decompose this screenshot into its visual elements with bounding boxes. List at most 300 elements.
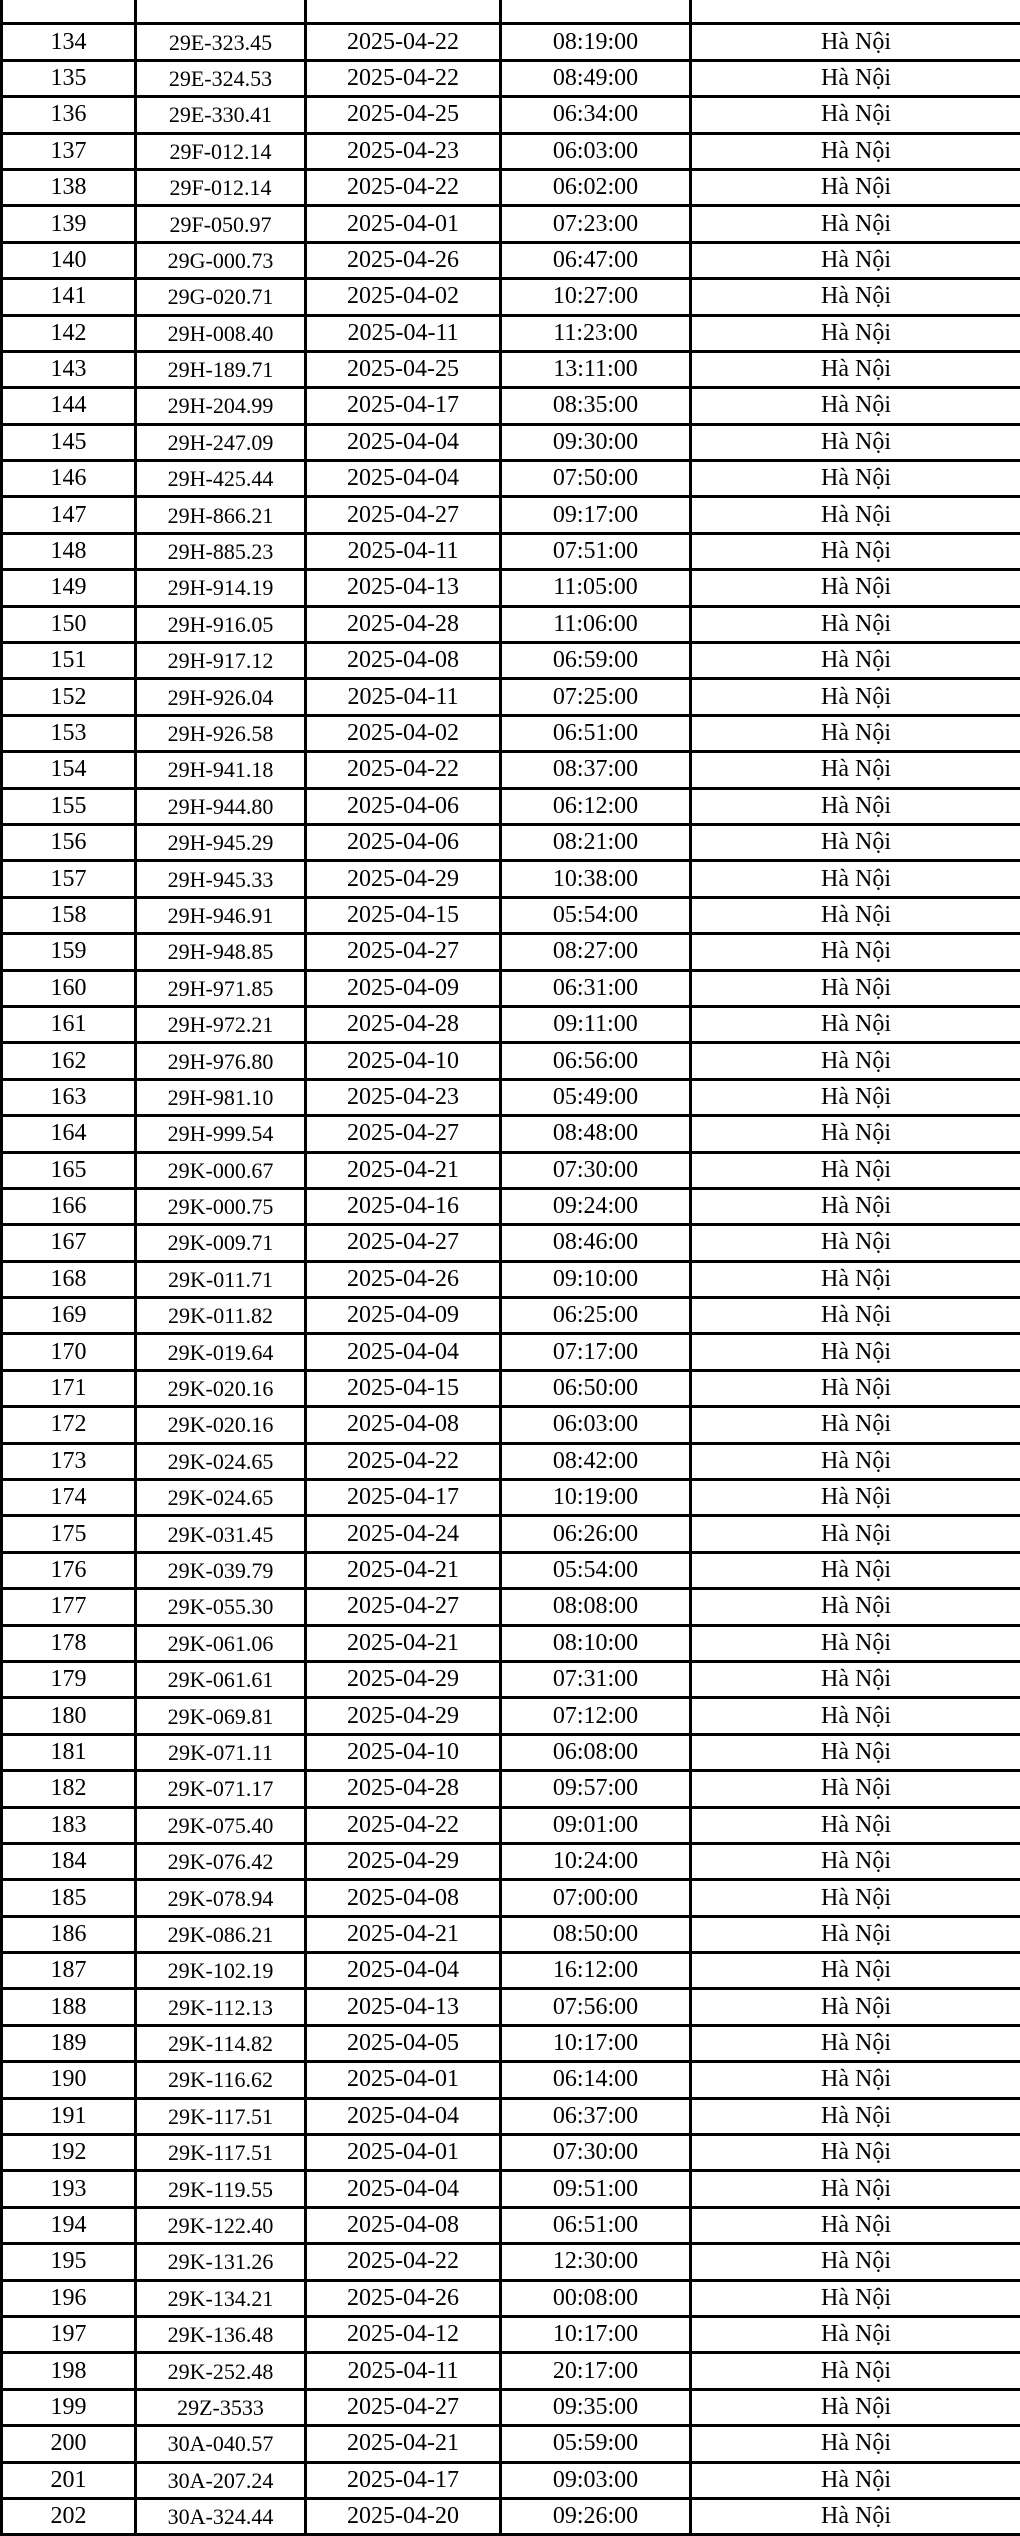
row-index-cell: 192 xyxy=(2,2135,136,2171)
row-index-cell: 175 xyxy=(2,1516,136,1552)
time-cell: 08:19:00 xyxy=(501,24,691,60)
plate-cell: 29K-086.21 xyxy=(136,1916,306,1952)
date-cell: 2025-04-21 xyxy=(306,1552,501,1588)
date-cell: 2025-04-04 xyxy=(306,2171,501,2207)
location-cell: Hà Nội xyxy=(691,1261,1020,1297)
time-cell: 09:51:00 xyxy=(501,2171,691,2207)
time-cell: 08:49:00 xyxy=(501,60,691,96)
row-index-cell: 161 xyxy=(2,1006,136,1042)
date-cell: 2025-04-01 xyxy=(306,206,501,242)
location-cell: Hà Nội xyxy=(691,2244,1020,2280)
date-cell: 2025-04-11 xyxy=(306,679,501,715)
plate-cell: 29F-012.14 xyxy=(136,133,306,169)
plate-cell: 29H-885.23 xyxy=(136,533,306,569)
table-row xyxy=(2,788,1020,824)
time-cell: 10:27:00 xyxy=(501,279,691,315)
row-index-cell: 157 xyxy=(2,861,136,897)
date-cell: 2025-04-04 xyxy=(306,461,501,497)
date-cell: 2025-04-11 xyxy=(306,2353,501,2389)
row-index-cell: 156 xyxy=(2,824,136,860)
location-cell: Hà Nội xyxy=(691,715,1020,751)
date-cell: 2025-04-22 xyxy=(306,1443,501,1479)
table-row xyxy=(2,2244,1020,2280)
plate-cell: 29K-031.45 xyxy=(136,1516,306,1552)
location-cell: Hà Nội xyxy=(691,1225,1020,1261)
plate-cell: 29K-116.62 xyxy=(136,2062,306,2098)
location-cell: Hà Nội xyxy=(691,2207,1020,2243)
date-cell: 2025-04-27 xyxy=(306,1116,501,1152)
table-row xyxy=(2,2135,1020,2171)
table-row xyxy=(2,461,1020,497)
time-cell: 05:59:00 xyxy=(501,2426,691,2462)
time-cell: 06:03:00 xyxy=(501,133,691,169)
date-cell: 2025-04-22 xyxy=(306,752,501,788)
time-cell: 07:31:00 xyxy=(501,1661,691,1697)
table-row xyxy=(2,1298,1020,1334)
location-cell: Hà Nội xyxy=(691,533,1020,569)
plate-cell: 29K-061.61 xyxy=(136,1661,306,1697)
time-cell: 06:59:00 xyxy=(501,643,691,679)
table-row xyxy=(2,2462,1020,2498)
row-index-cell: 164 xyxy=(2,1116,136,1152)
table-row xyxy=(2,1188,1020,1224)
table-row xyxy=(2,1625,1020,1661)
row-index-cell: 201 xyxy=(2,2462,136,2498)
time-cell: 07:17:00 xyxy=(501,1334,691,1370)
date-cell: 2025-04-16 xyxy=(306,1188,501,1224)
plate-cell xyxy=(136,0,306,24)
time-cell: 08:21:00 xyxy=(501,824,691,860)
table-row xyxy=(2,1225,1020,1261)
row-index-cell: 154 xyxy=(2,752,136,788)
location-cell: Hà Nội xyxy=(691,279,1020,315)
location-cell: Hà Nội xyxy=(691,2498,1020,2534)
row-index-cell: 141 xyxy=(2,279,136,315)
location-cell: Hà Nội xyxy=(691,934,1020,970)
table-row xyxy=(2,715,1020,751)
date-cell: 2025-04-10 xyxy=(306,1043,501,1079)
date-cell: 2025-04-08 xyxy=(306,1407,501,1443)
row-index-cell: 185 xyxy=(2,1880,136,1916)
plate-cell: 29H-247.09 xyxy=(136,424,306,460)
row-index-cell: 158 xyxy=(2,897,136,933)
time-cell: 11:05:00 xyxy=(501,570,691,606)
location-cell: Hà Nội xyxy=(691,2353,1020,2389)
location-cell: Hà Nội xyxy=(691,679,1020,715)
row-index-cell: 146 xyxy=(2,461,136,497)
table-row xyxy=(2,24,1020,60)
plate-cell: 29K-114.82 xyxy=(136,2025,306,2061)
row-index-cell: 162 xyxy=(2,1043,136,1079)
location-cell: Hà Nội xyxy=(691,1843,1020,1879)
date-cell: 2025-04-06 xyxy=(306,788,501,824)
time-cell: 06:34:00 xyxy=(501,97,691,133)
row-index-cell: 187 xyxy=(2,1953,136,1989)
date-cell: 2025-04-10 xyxy=(306,1734,501,1770)
table-row xyxy=(2,315,1020,351)
row-index-cell: 135 xyxy=(2,60,136,96)
location-cell: Hà Nội xyxy=(691,2389,1020,2425)
date-cell: 2025-04-28 xyxy=(306,1006,501,1042)
row-index-cell: 143 xyxy=(2,351,136,387)
time-cell: 16:12:00 xyxy=(501,1953,691,1989)
plate-cell: 29H-948.85 xyxy=(136,934,306,970)
row-index-cell: 151 xyxy=(2,643,136,679)
row-index-cell: 179 xyxy=(2,1661,136,1697)
location-cell: Hà Nội xyxy=(691,1334,1020,1370)
date-cell: 2025-04-28 xyxy=(306,1771,501,1807)
time-cell: 09:35:00 xyxy=(501,2389,691,2425)
time-cell: 09:11:00 xyxy=(501,1006,691,1042)
time-cell: 07:51:00 xyxy=(501,533,691,569)
location-cell: Hà Nội xyxy=(691,133,1020,169)
time-cell: 11:23:00 xyxy=(501,315,691,351)
time-cell: 07:56:00 xyxy=(501,1989,691,2025)
table-row xyxy=(2,1661,1020,1697)
plate-cell: 29H-008.40 xyxy=(136,315,306,351)
plate-cell: 29H-945.33 xyxy=(136,861,306,897)
time-cell: 20:17:00 xyxy=(501,2353,691,2389)
plate-cell: 29K-076.42 xyxy=(136,1843,306,1879)
table-row xyxy=(2,1698,1020,1734)
location-cell: Hà Nội xyxy=(691,2462,1020,2498)
date-cell: 2025-04-22 xyxy=(306,1807,501,1843)
location-cell: Hà Nội xyxy=(691,606,1020,642)
date-cell: 2025-04-21 xyxy=(306,1152,501,1188)
location-cell: Hà Nội xyxy=(691,1698,1020,1734)
location-cell: Hà Nội xyxy=(691,1152,1020,1188)
location-cell: Hà Nội xyxy=(691,497,1020,533)
plate-cell: 29F-050.97 xyxy=(136,206,306,242)
date-cell: 2025-04-04 xyxy=(306,1953,501,1989)
plate-cell: 30A-040.57 xyxy=(136,2426,306,2462)
location-cell: Hà Nội xyxy=(691,1188,1020,1224)
plate-cell: 29H-189.71 xyxy=(136,351,306,387)
date-cell: 2025-04-08 xyxy=(306,2207,501,2243)
plate-cell: 29H-976.80 xyxy=(136,1043,306,1079)
location-cell: Hà Nội xyxy=(691,1516,1020,1552)
time-cell: 07:12:00 xyxy=(501,1698,691,1734)
time-cell: 08:10:00 xyxy=(501,1625,691,1661)
time-cell: 09:30:00 xyxy=(501,424,691,460)
plate-cell: 29K-011.71 xyxy=(136,1261,306,1297)
table-row xyxy=(2,2098,1020,2134)
table-row xyxy=(2,1006,1020,1042)
row-index-cell: 145 xyxy=(2,424,136,460)
time-cell: 06:14:00 xyxy=(501,2062,691,2098)
time-cell xyxy=(501,0,691,24)
location-cell: Hà Nội xyxy=(691,2135,1020,2171)
plate-cell: 29G-000.73 xyxy=(136,242,306,278)
row-index-cell: 198 xyxy=(2,2353,136,2389)
row-index-cell: 200 xyxy=(2,2426,136,2462)
location-cell: Hà Nội xyxy=(691,1043,1020,1079)
table-row xyxy=(2,1807,1020,1843)
plate-cell: 29K-020.16 xyxy=(136,1370,306,1406)
location-cell: Hà Nội xyxy=(691,2280,1020,2316)
row-index-cell: 165 xyxy=(2,1152,136,1188)
table-row xyxy=(2,570,1020,606)
time-cell: 07:50:00 xyxy=(501,461,691,497)
plate-cell: 29K-069.81 xyxy=(136,1698,306,1734)
row-index-cell: 178 xyxy=(2,1625,136,1661)
date-cell: 2025-04-22 xyxy=(306,24,501,60)
time-cell: 08:50:00 xyxy=(501,1916,691,1952)
time-cell: 10:24:00 xyxy=(501,1843,691,1879)
row-index-cell xyxy=(2,0,136,24)
location-cell: Hà Nội xyxy=(691,24,1020,60)
table-row xyxy=(2,2171,1020,2207)
row-index-cell: 168 xyxy=(2,1261,136,1297)
location-cell: Hà Nội xyxy=(691,388,1020,424)
date-cell: 2025-04-21 xyxy=(306,1916,501,1952)
date-cell: 2025-04-29 xyxy=(306,861,501,897)
row-index-cell: 182 xyxy=(2,1771,136,1807)
time-cell: 06:25:00 xyxy=(501,1298,691,1334)
table-row xyxy=(2,97,1020,133)
time-cell: 09:03:00 xyxy=(501,2462,691,2498)
plate-cell: 29K-131.26 xyxy=(136,2244,306,2280)
location-cell: Hà Nội xyxy=(691,242,1020,278)
table-row xyxy=(2,2280,1020,2316)
violation-table-body xyxy=(2,0,1020,2535)
date-cell: 2025-04-11 xyxy=(306,315,501,351)
table-row xyxy=(2,242,1020,278)
row-index-cell: 142 xyxy=(2,315,136,351)
location-cell: Hà Nội xyxy=(691,1370,1020,1406)
time-cell: 06:12:00 xyxy=(501,788,691,824)
location-cell: Hà Nội xyxy=(691,424,1020,460)
location-cell: Hà Nội xyxy=(691,315,1020,351)
date-cell: 2025-04-22 xyxy=(306,169,501,205)
table-row xyxy=(2,1552,1020,1588)
table-row xyxy=(2,2426,1020,2462)
row-index-cell: 167 xyxy=(2,1225,136,1261)
location-cell: Hà Nội xyxy=(691,1298,1020,1334)
date-cell: 2025-04-28 xyxy=(306,606,501,642)
date-cell: 2025-04-29 xyxy=(306,1661,501,1697)
row-index-cell: 163 xyxy=(2,1079,136,1115)
table-row xyxy=(2,1771,1020,1807)
table-row xyxy=(2,388,1020,424)
table-row xyxy=(2,970,1020,1006)
location-cell: Hà Nội xyxy=(691,1552,1020,1588)
row-index-cell: 199 xyxy=(2,2389,136,2425)
location-cell: Hà Nội xyxy=(691,2317,1020,2353)
date-cell: 2025-04-15 xyxy=(306,897,501,933)
location-cell: Hà Nội xyxy=(691,970,1020,1006)
row-index-cell: 186 xyxy=(2,1916,136,1952)
table-row xyxy=(2,1843,1020,1879)
plate-cell: 29K-122.40 xyxy=(136,2207,306,2243)
table-row xyxy=(2,1989,1020,2025)
location-cell: Hà Nội xyxy=(691,1006,1020,1042)
time-cell: 10:17:00 xyxy=(501,2317,691,2353)
plate-cell: 29Z-3533 xyxy=(136,2389,306,2425)
row-index-cell: 183 xyxy=(2,1807,136,1843)
time-cell: 08:08:00 xyxy=(501,1589,691,1625)
time-cell: 06:56:00 xyxy=(501,1043,691,1079)
time-cell: 09:01:00 xyxy=(501,1807,691,1843)
time-cell: 07:23:00 xyxy=(501,206,691,242)
row-index-cell: 202 xyxy=(2,2498,136,2534)
time-cell: 08:35:00 xyxy=(501,388,691,424)
location-cell: Hà Nội xyxy=(691,643,1020,679)
date-cell: 2025-04-17 xyxy=(306,2462,501,2498)
table-row xyxy=(2,1334,1020,1370)
plate-cell: 29K-136.48 xyxy=(136,2317,306,2353)
plate-cell: 29K-119.55 xyxy=(136,2171,306,2207)
table-row xyxy=(2,2207,1020,2243)
plate-cell: 29H-981.10 xyxy=(136,1079,306,1115)
date-cell: 2025-04-01 xyxy=(306,2135,501,2171)
location-cell: Hà Nội xyxy=(691,897,1020,933)
time-cell: 06:03:00 xyxy=(501,1407,691,1443)
plate-cell: 29K-000.67 xyxy=(136,1152,306,1188)
table-row xyxy=(2,2389,1020,2425)
time-cell: 08:46:00 xyxy=(501,1225,691,1261)
location-cell: Hà Nội xyxy=(691,1771,1020,1807)
row-index-cell: 176 xyxy=(2,1552,136,1588)
table-row xyxy=(2,1480,1020,1516)
date-cell: 2025-04-21 xyxy=(306,1625,501,1661)
row-index-cell: 153 xyxy=(2,715,136,751)
location-cell: Hà Nội xyxy=(691,570,1020,606)
row-index-cell: 172 xyxy=(2,1407,136,1443)
table-row xyxy=(2,934,1020,970)
table-row xyxy=(2,2498,1020,2534)
plate-cell: 29K-024.65 xyxy=(136,1480,306,1516)
location-cell: Hà Nội xyxy=(691,824,1020,860)
plate-cell: 29H-972.21 xyxy=(136,1006,306,1042)
location-cell: Hà Nội xyxy=(691,1953,1020,1989)
date-cell: 2025-04-26 xyxy=(306,1261,501,1297)
row-index-cell: 147 xyxy=(2,497,136,533)
date-cell: 2025-04-12 xyxy=(306,2317,501,2353)
time-cell: 07:30:00 xyxy=(501,2135,691,2171)
plate-cell: 29K-117.51 xyxy=(136,2135,306,2171)
row-index-cell: 166 xyxy=(2,1188,136,1224)
location-cell: Hà Nội xyxy=(691,2426,1020,2462)
row-index-cell: 189 xyxy=(2,2025,136,2061)
plate-cell: 29F-012.14 xyxy=(136,169,306,205)
row-index-cell: 134 xyxy=(2,24,136,60)
time-cell: 08:37:00 xyxy=(501,752,691,788)
row-index-cell: 180 xyxy=(2,1698,136,1734)
table-row xyxy=(2,279,1020,315)
date-cell: 2025-04-09 xyxy=(306,1298,501,1334)
location-cell: Hà Nội xyxy=(691,461,1020,497)
plate-cell: 29H-866.21 xyxy=(136,497,306,533)
date-cell: 2025-04-02 xyxy=(306,715,501,751)
plate-cell: 29H-926.58 xyxy=(136,715,306,751)
row-index-cell: 149 xyxy=(2,570,136,606)
date-cell: 2025-04-11 xyxy=(306,533,501,569)
row-index-cell: 174 xyxy=(2,1480,136,1516)
plate-cell: 29K-061.06 xyxy=(136,1625,306,1661)
row-index-cell: 140 xyxy=(2,242,136,278)
row-index-cell: 150 xyxy=(2,606,136,642)
location-cell: Hà Nội xyxy=(691,1443,1020,1479)
location-cell: Hà Nội xyxy=(691,97,1020,133)
row-index-cell: 137 xyxy=(2,133,136,169)
table-row xyxy=(2,1407,1020,1443)
date-cell: 2025-04-25 xyxy=(306,97,501,133)
plate-cell: 29E-330.41 xyxy=(136,97,306,133)
plate-cell: 29E-324.53 xyxy=(136,60,306,96)
location-cell: Hà Nội xyxy=(691,169,1020,205)
time-cell: 06:31:00 xyxy=(501,970,691,1006)
plate-cell: 29K-009.71 xyxy=(136,1225,306,1261)
table-row xyxy=(2,1370,1020,1406)
plate-cell: 29H-917.12 xyxy=(136,643,306,679)
row-index-cell: 191 xyxy=(2,2098,136,2134)
plate-cell: 29K-078.94 xyxy=(136,1880,306,1916)
time-cell: 06:51:00 xyxy=(501,2207,691,2243)
date-cell: 2025-04-08 xyxy=(306,643,501,679)
table-row xyxy=(2,643,1020,679)
date-cell: 2025-04-04 xyxy=(306,2098,501,2134)
row-index-cell: 184 xyxy=(2,1843,136,1879)
plate-cell: 29K-055.30 xyxy=(136,1589,306,1625)
table-row xyxy=(2,897,1020,933)
date-cell: 2025-04-29 xyxy=(306,1698,501,1734)
table-row xyxy=(2,1916,1020,1952)
table-row xyxy=(2,824,1020,860)
date-cell: 2025-04-22 xyxy=(306,2244,501,2280)
row-index-cell: 193 xyxy=(2,2171,136,2207)
table-row xyxy=(2,1261,1020,1297)
table-row xyxy=(2,2025,1020,2061)
location-cell: Hà Nội xyxy=(691,1407,1020,1443)
plate-cell: 29H-971.85 xyxy=(136,970,306,1006)
date-cell: 2025-04-27 xyxy=(306,934,501,970)
location-cell: Hà Nội xyxy=(691,206,1020,242)
location-cell: Hà Nội xyxy=(691,1880,1020,1916)
row-index-cell: 190 xyxy=(2,2062,136,2098)
time-cell: 06:02:00 xyxy=(501,169,691,205)
time-cell: 06:50:00 xyxy=(501,1370,691,1406)
location-cell: Hà Nội xyxy=(691,2062,1020,2098)
location-cell: Hà Nội xyxy=(691,2171,1020,2207)
table-row xyxy=(2,752,1020,788)
table-row xyxy=(2,606,1020,642)
plate-cell: 29H-916.05 xyxy=(136,606,306,642)
plate-cell: 29H-941.18 xyxy=(136,752,306,788)
time-cell: 08:42:00 xyxy=(501,1443,691,1479)
row-index-cell: 194 xyxy=(2,2207,136,2243)
table-row xyxy=(2,0,1020,24)
date-cell: 2025-04-24 xyxy=(306,1516,501,1552)
row-index-cell: 177 xyxy=(2,1589,136,1625)
time-cell: 08:27:00 xyxy=(501,934,691,970)
table-row xyxy=(2,861,1020,897)
row-index-cell: 159 xyxy=(2,934,136,970)
table-row xyxy=(2,1043,1020,1079)
table-row xyxy=(2,424,1020,460)
row-index-cell: 170 xyxy=(2,1334,136,1370)
row-index-cell: 139 xyxy=(2,206,136,242)
table-row xyxy=(2,533,1020,569)
date-cell xyxy=(306,0,501,24)
table-row xyxy=(2,1516,1020,1552)
row-index-cell: 195 xyxy=(2,2244,136,2280)
plate-cell: 29H-926.04 xyxy=(136,679,306,715)
table-row xyxy=(2,206,1020,242)
row-index-cell: 171 xyxy=(2,1370,136,1406)
location-cell: Hà Nội xyxy=(691,1734,1020,1770)
table-row xyxy=(2,2062,1020,2098)
